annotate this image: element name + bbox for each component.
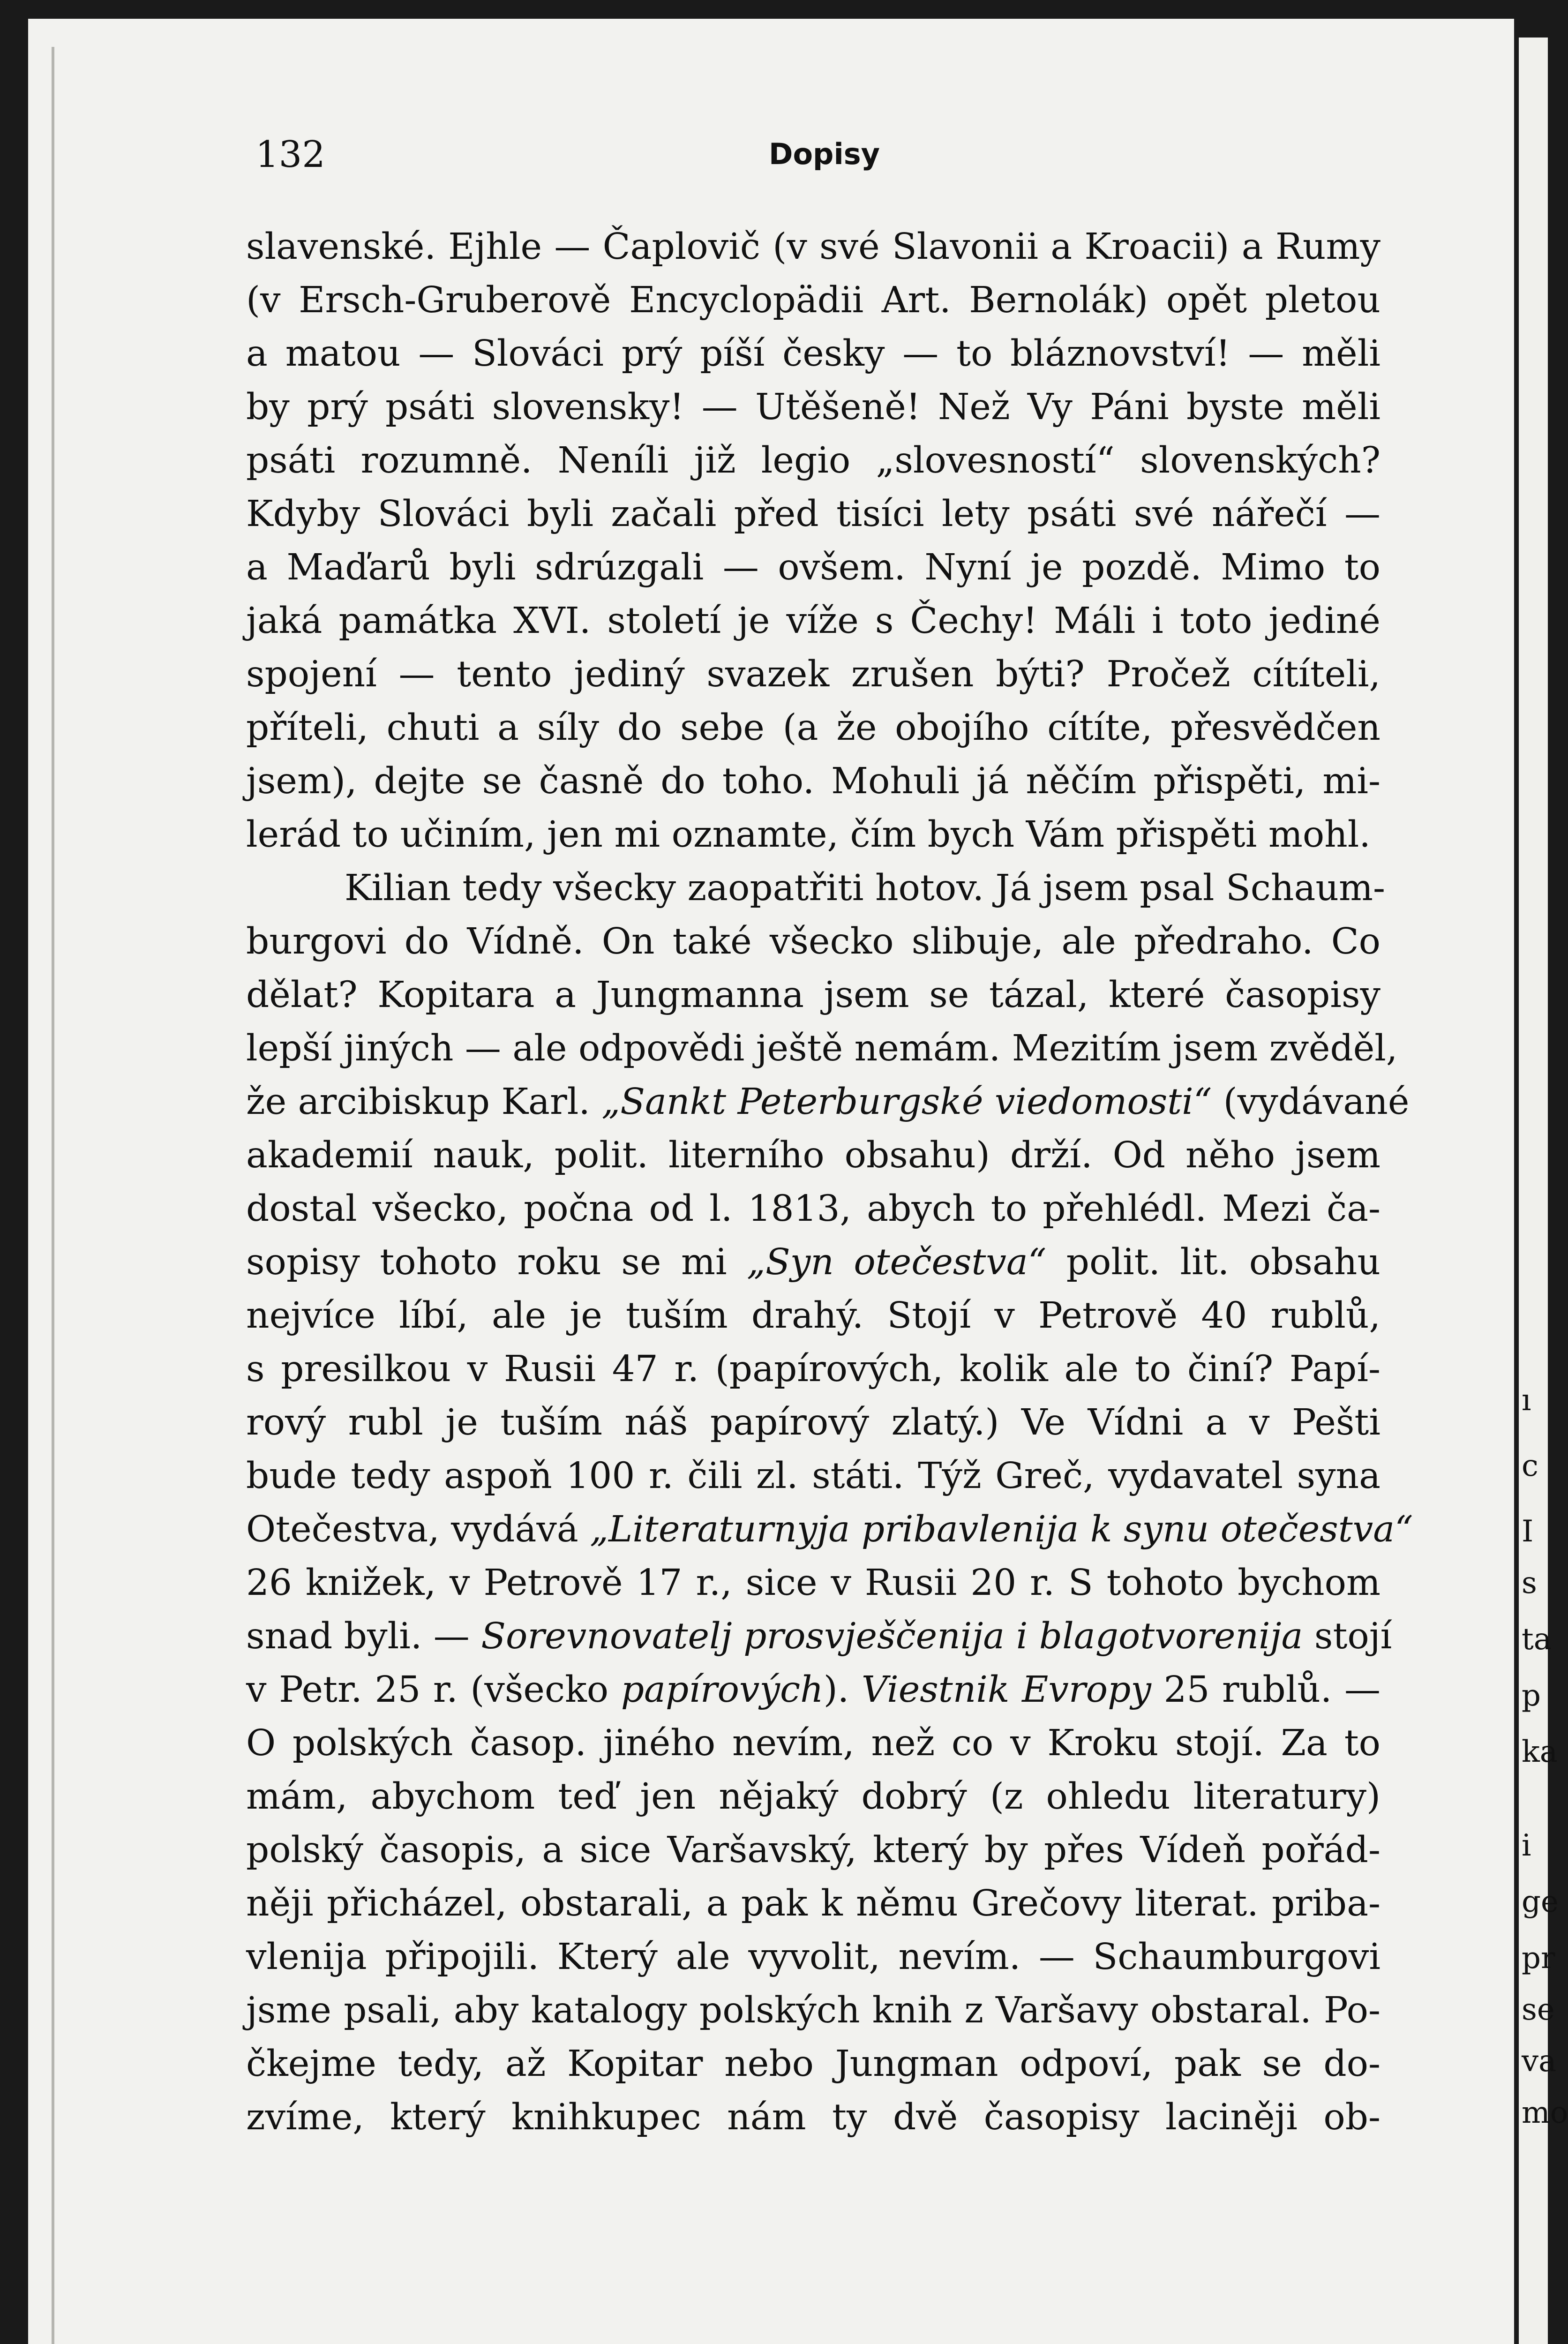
- italic-segment: „Literaturnyja pribavlenija k synu otečestva“: [590, 1509, 1413, 1550]
- text-line: [246, 1610, 1392, 1663]
- text-segment: s presilkou v Rusii 47 r. (papírových, kolik ale to činí? Papí-: [246, 1348, 1380, 1390]
- text-segment: že arcibiskup Karl.: [246, 1081, 602, 1123]
- adjacent-page-fragment: mo: [1522, 2096, 1568, 2130]
- text-line: [246, 755, 1380, 808]
- adjacent-page-fragment: I: [1522, 1514, 1534, 1549]
- adjacent-page-fragment: ge: [1522, 1885, 1559, 1919]
- text-segment: příteli, chuti a síly do sebe (a že obojího cítíte, přesvědčen: [246, 707, 1380, 749]
- italic-segment: „Sankt Peterburgské viedomosti“: [601, 1081, 1212, 1123]
- body-text: [246, 220, 1413, 2144]
- text-segment: bude tedy aspoň 100 r. čili zl. státi. Týž Greč, vydavatel syna: [246, 1455, 1380, 1497]
- text-segment: Otečestva, vydává: [246, 1509, 590, 1550]
- adjacent-page-fragment: ı: [1522, 1383, 1531, 1418]
- text-line: [246, 1450, 1380, 1503]
- text-segment: rový rubl je tuším náš papírový zlatý.) Ve Vídni a v Pešti: [246, 1402, 1380, 1443]
- text-segment: (v Ersch-Gruberově Encyclopädii Art. Bernolák) opět pletou: [246, 279, 1380, 321]
- text-segment: akademií nauk, polit. literního obsahu) drží. Od něho jsem: [246, 1134, 1380, 1176]
- text-segment: 25 rublů. —: [1151, 1669, 1380, 1711]
- text-line: [246, 2037, 1380, 2091]
- text-segment: zvíme, který knihkupec nám ty dvě časopisy laciněji ob-: [246, 2096, 1380, 2138]
- page-number: 132: [255, 134, 325, 176]
- text-segment: a Maďarů byli sdrúzgali — ovšem. Nyní je pozdě. Mimo to: [246, 547, 1380, 588]
- text-segment: by prý psáti slovensky! — Utěšeně! Než Vy Páni byste měli: [246, 386, 1380, 428]
- text-segment: Kilian tedy všecky zaopatřiti hotov. Já jsem psal Schaum-: [345, 867, 1386, 909]
- text-line: [246, 648, 1380, 701]
- text-line: [246, 1984, 1380, 2037]
- italic-segment: Sorevnovatelj prosvješčenija i blagotvorenija: [481, 1615, 1303, 1657]
- text-segment: jsme psali, aby katalogy polských knih z Varšavy obstaral. Po-: [246, 1990, 1380, 2031]
- text-segment: spojení — tento jediný svazek zrušen býti? Pročež cítíteli,: [246, 654, 1380, 695]
- text-segment: stojí: [1303, 1615, 1392, 1657]
- text-line: [246, 1931, 1380, 1984]
- text-segment: jsem), dejte se časně do toho. Mohuli já něčím přispěti, mi-: [246, 760, 1380, 802]
- adjacent-page-edge: [1519, 38, 1568, 2344]
- text-line: [246, 434, 1380, 488]
- text-line: [246, 1770, 1380, 1824]
- italic-segment: papírových: [621, 1669, 824, 1711]
- text-line: [246, 541, 1380, 594]
- text-segment: lepší jiných — ale odpovědi ještě nemám. Mezitím jsem zvěděl,: [246, 1028, 1398, 1069]
- text-line: [246, 488, 1380, 541]
- text-line: [246, 1022, 1398, 1075]
- text-line: [246, 1503, 1413, 1556]
- text-segment: O polských časop. jiného nevím, než co v Kroku stojí. Za to: [246, 1722, 1380, 1764]
- text-segment: snad byli. —: [246, 1615, 481, 1657]
- text-line: [246, 1396, 1380, 1450]
- text-line: [246, 808, 1380, 862]
- text-line: [246, 2091, 1380, 2144]
- text-line: [246, 1289, 1380, 1343]
- text-segment: psáti rozumně. Neníli již legio „slovesností“ slovenských?: [246, 440, 1380, 481]
- text-line: [246, 220, 1380, 274]
- text-line: [246, 594, 1380, 648]
- text-segment: vlenija připojili. Který ale vyvolit, nevím. — Schaumburgovi: [246, 1936, 1380, 1978]
- text-segment: v Petr. 25 r. (všecko: [246, 1669, 621, 1711]
- text-line: [246, 327, 1380, 381]
- adjacent-page-fragment: se: [1522, 1992, 1555, 2027]
- adjacent-page-fragment: i: [1522, 1828, 1531, 1863]
- adjacent-page-fragment: p: [1522, 1678, 1541, 1713]
- adjacent-page-fragment: c: [1522, 1449, 1538, 1483]
- adjacent-page-fragment: ka: [1522, 1735, 1558, 1769]
- text-line: [246, 1824, 1380, 1877]
- text-segment: slavenské. Ejhle — Čaplovič (v své Slavonii a Kroacii) a Rumy: [246, 226, 1380, 268]
- text-line: [246, 862, 1386, 915]
- text-line: [246, 1717, 1380, 1770]
- text-segment: sopisy tohoto roku se mi: [246, 1241, 747, 1283]
- text-segment: mám, abychom teď jen nějaký dobrý (z ohledu literatury): [246, 1776, 1380, 1818]
- text-segment: dostal všecko, počna od l. 1813, abych to přehlédl. Mezi ča-: [246, 1188, 1380, 1230]
- text-segment: čkejme tedy, až Kopitar nebo Jungman odpoví, pak se do-: [246, 2043, 1380, 2085]
- adjacent-page-fragment: pr: [1522, 1941, 1555, 1976]
- text-segment: polský časopis, a sice Varšavský, který by přes Vídeň pořád-: [246, 1829, 1380, 1871]
- text-segment: 26 knižek, v Petrově 17 r., sice v Rusii 20 r. S tohoto bychom: [246, 1562, 1380, 1604]
- adjacent-page-fragment: va: [1522, 2044, 1557, 2079]
- italic-segment: Viestnik Evropy: [861, 1669, 1151, 1711]
- text-segment: dělat? Kopitara a Jungmanna jsem se tázal, které časopisy: [246, 974, 1380, 1016]
- text-segment: lerád to učiním, jen mi oznamte, čím bych Vám přispěti mohl.: [246, 814, 1371, 856]
- text-segment: nejvíce líbí, ale je tuším drahý. Stojí v Petrově 40 rublů,: [246, 1295, 1380, 1337]
- text-line: [246, 1075, 1410, 1129]
- text-line: [246, 1182, 1380, 1236]
- text-segment: polit. lit. obsahu: [1046, 1241, 1380, 1283]
- adjacent-page-fragment: s: [1522, 1566, 1537, 1600]
- text-line: [246, 915, 1380, 969]
- gutter-shadow: [52, 47, 54, 2344]
- text-line: [246, 381, 1380, 434]
- text-line: [246, 274, 1380, 327]
- text-line: [246, 1877, 1380, 1931]
- text-segment: ).: [823, 1669, 862, 1711]
- text-segment: burgovi do Vídně. On také všecko slibuje, ale předraho. Co: [246, 921, 1380, 962]
- italic-segment: „Syn otečestva“: [747, 1241, 1047, 1283]
- text-segment: (vydávané: [1212, 1081, 1410, 1123]
- text-line: [246, 1343, 1380, 1396]
- adjacent-page-fragment: ta: [1522, 1622, 1552, 1657]
- text-line: [246, 969, 1380, 1022]
- text-segment: jaká památka XVI. století je víže s Čechy! Máli i toto jediné: [246, 600, 1380, 642]
- text-line: [246, 1663, 1380, 1717]
- text-segment: něji přicházel, obstarali, a pak k němu Grečovy literat. priba-: [246, 1883, 1380, 1924]
- text-line: [246, 1236, 1380, 1289]
- text-segment: a matou — Slováci prý píší česky — to bláznovství! — měli: [246, 333, 1380, 375]
- text-segment: Kdyby Slováci byli začali před tisíci lety psáti své nářečí —: [246, 493, 1380, 535]
- running-head: Dopisy: [769, 137, 880, 171]
- text-line: [246, 1129, 1380, 1182]
- text-line: [246, 1556, 1380, 1610]
- text-line: [246, 701, 1380, 755]
